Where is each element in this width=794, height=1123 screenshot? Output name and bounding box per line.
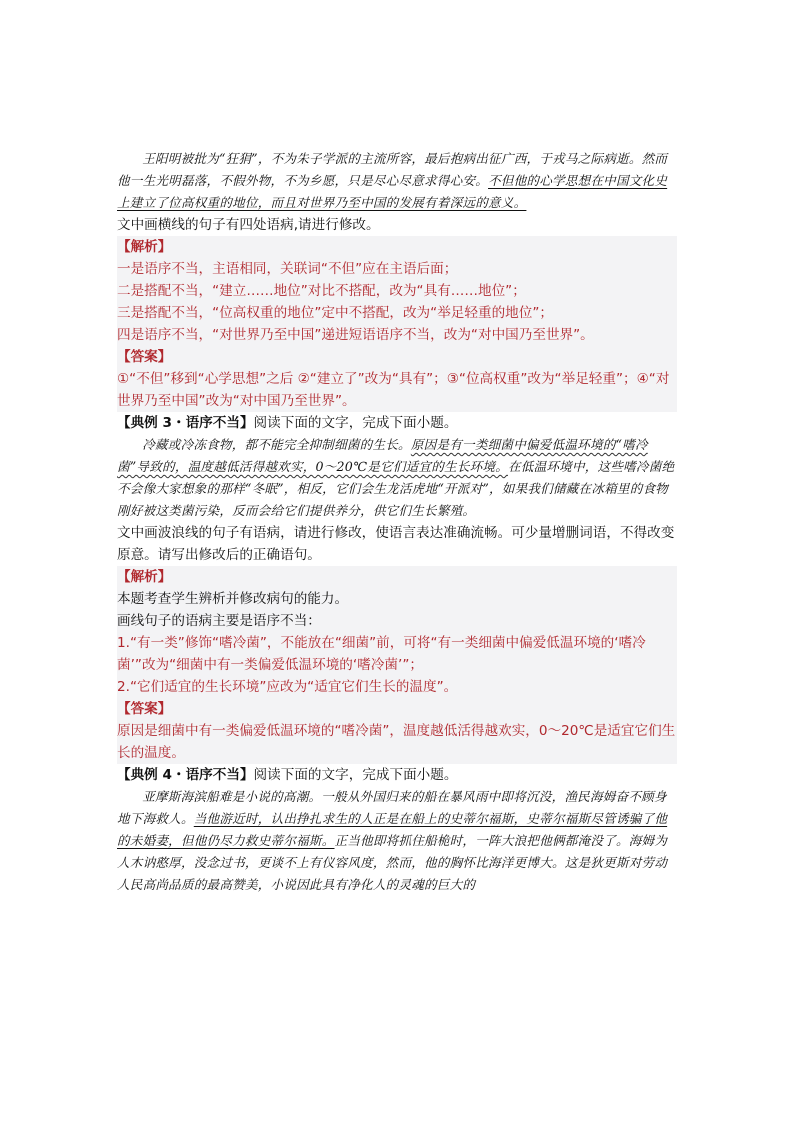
analysis-3-line: 本题考查学生辨析并修改病句的能力。	[117, 591, 349, 607]
analysis-1-line: 三是搭配不当，“位高权重的地位”定中不搭配，改为“举足轻重的地位”；	[117, 305, 553, 321]
document-page	[117, 148, 677, 896]
example-3-label: 【典例 3・语序不当】	[117, 415, 254, 431]
passage-text: 正当他即将抓住船桅时，一阵大浪把他俩都淹没了。海姆为人木讷憨厚，没念过书，更谈不上有仪容风度，然而，他的胸怀比海洋更博大。这是狄更斯对劳动人民高尚品质的最高赞美，小说因此具有净化人的灵魂的巨大的	[117, 833, 668, 892]
example-3-question: 文中画波浪线的句子有语病，请进行修改，使语言表达准确流畅。可少量增删词语，不得改变原意。请写出修改后的正确语句。	[117, 525, 675, 563]
analysis-3-line: 1.“有一类”修饰“嗜冷菌”，不能放在“细菌”前，可将“有一类细菌中偏爱低温环境的‘嗜冷菌’”改为“细菌中有一类偏爱低温环境的‘嗜冷菌’”；	[117, 635, 646, 673]
answer-3: 原因是细菌中有一类偏爱低温环境的“嗜冷菌”，温度越低活得越欢实，0～20℃是适宜它们生长的温度。	[117, 723, 676, 761]
answer-label: 【答案】	[117, 349, 172, 365]
analysis-label: 【解析】	[117, 239, 172, 255]
analysis-1-line: 二是搭配不当，“建立……地位”对比不搭配，改为“具有……地位”；	[117, 283, 526, 299]
analysis-1-line: 四是语序不当，“对世界乃至中国”递进短语语序不当，改为“对中国乃至世界”。	[117, 327, 594, 343]
passage-shipwreck	[117, 786, 677, 896]
answer-1: ①“不但”移到“心学思想”之后 ②“建立了”改为“具有”；③“位高权重”改为“举足轻重”；④“对世界乃至中国”改为“对中国乃至世界”。	[117, 371, 670, 409]
passage-wang-yangming	[117, 148, 677, 214]
passage-cold-bacteria	[117, 434, 677, 522]
wavy-underlined-sentence: 原因是有一类细菌中偏爱低温环境的“嗜冷菌”导致的，温度越低活得越欢实，0～20℃是它们适宜的生长环境。	[117, 437, 648, 474]
analysis-label: 【解析】	[117, 569, 172, 585]
passage-text: 王阳明被批为“狂狷”，不为朱子学派的主流所容，最后抱病出征广西，于戎马之际病逝。然而他一生光明磊落，不假外物，不为乡愿，只是尽心尽意求得心安。	[117, 151, 668, 188]
example-4-heading	[117, 764, 677, 786]
analysis-1-section	[117, 236, 677, 412]
passage-text: 亚摩斯海滨船难是小说的高潮。一般从外国归来的船在暴风雨中即将沉没，渔民海姆奋不顾身地下海救人。	[117, 789, 667, 826]
passage-text: 冷藏或冷冻食物，都不能完全抑制细菌的生长。	[142, 437, 411, 452]
question-1: 文中画横线的句子有四处语病,请进行修改。	[117, 217, 380, 233]
underlined-sentence: 当他游近时，认出挣扎求生的人正是在船上的史蒂尔福斯，史蒂尔福斯尽管诱骗了他的未婚妻，但他仍尽力救史蒂尔福斯。	[117, 811, 668, 848]
analysis-3-section	[117, 566, 677, 764]
answer-label: 【答案】	[117, 701, 172, 717]
example-3-instruction: 阅读下面的文字，完成下面小题。	[253, 415, 458, 431]
passage-text: 在低温环境中，这些嗜冷菌绝不会像大家想象的那样“冬眠”，相反，它们会生龙活虎地“开派对”，如果我们储藏在冰箱里的食物刚好被这类菌污染，反而会给它们提供养分，供它们生长繁殖。	[117, 459, 675, 518]
analysis-3-line: 画线句子的语病主要是语序不当：	[117, 613, 321, 629]
analysis-1-line: 一是语序不当，主语相同，关联词“不但”应在主语后面；	[117, 261, 458, 277]
analysis-3-line: 2.“它们适宜的生长环境”应改为“适宜它们生长的温度”。	[117, 679, 458, 695]
example-4-label: 【典例 4・语序不当】	[117, 767, 254, 783]
example-3-heading	[117, 412, 677, 434]
example-4-instruction: 阅读下面的文字，完成下面小题。	[253, 767, 458, 783]
underlined-sentence: 不但他的心学思想在中国文化史上建立了位高权重的地位，而且对世界乃至中国的发展有着深远的意义。	[117, 173, 668, 210]
